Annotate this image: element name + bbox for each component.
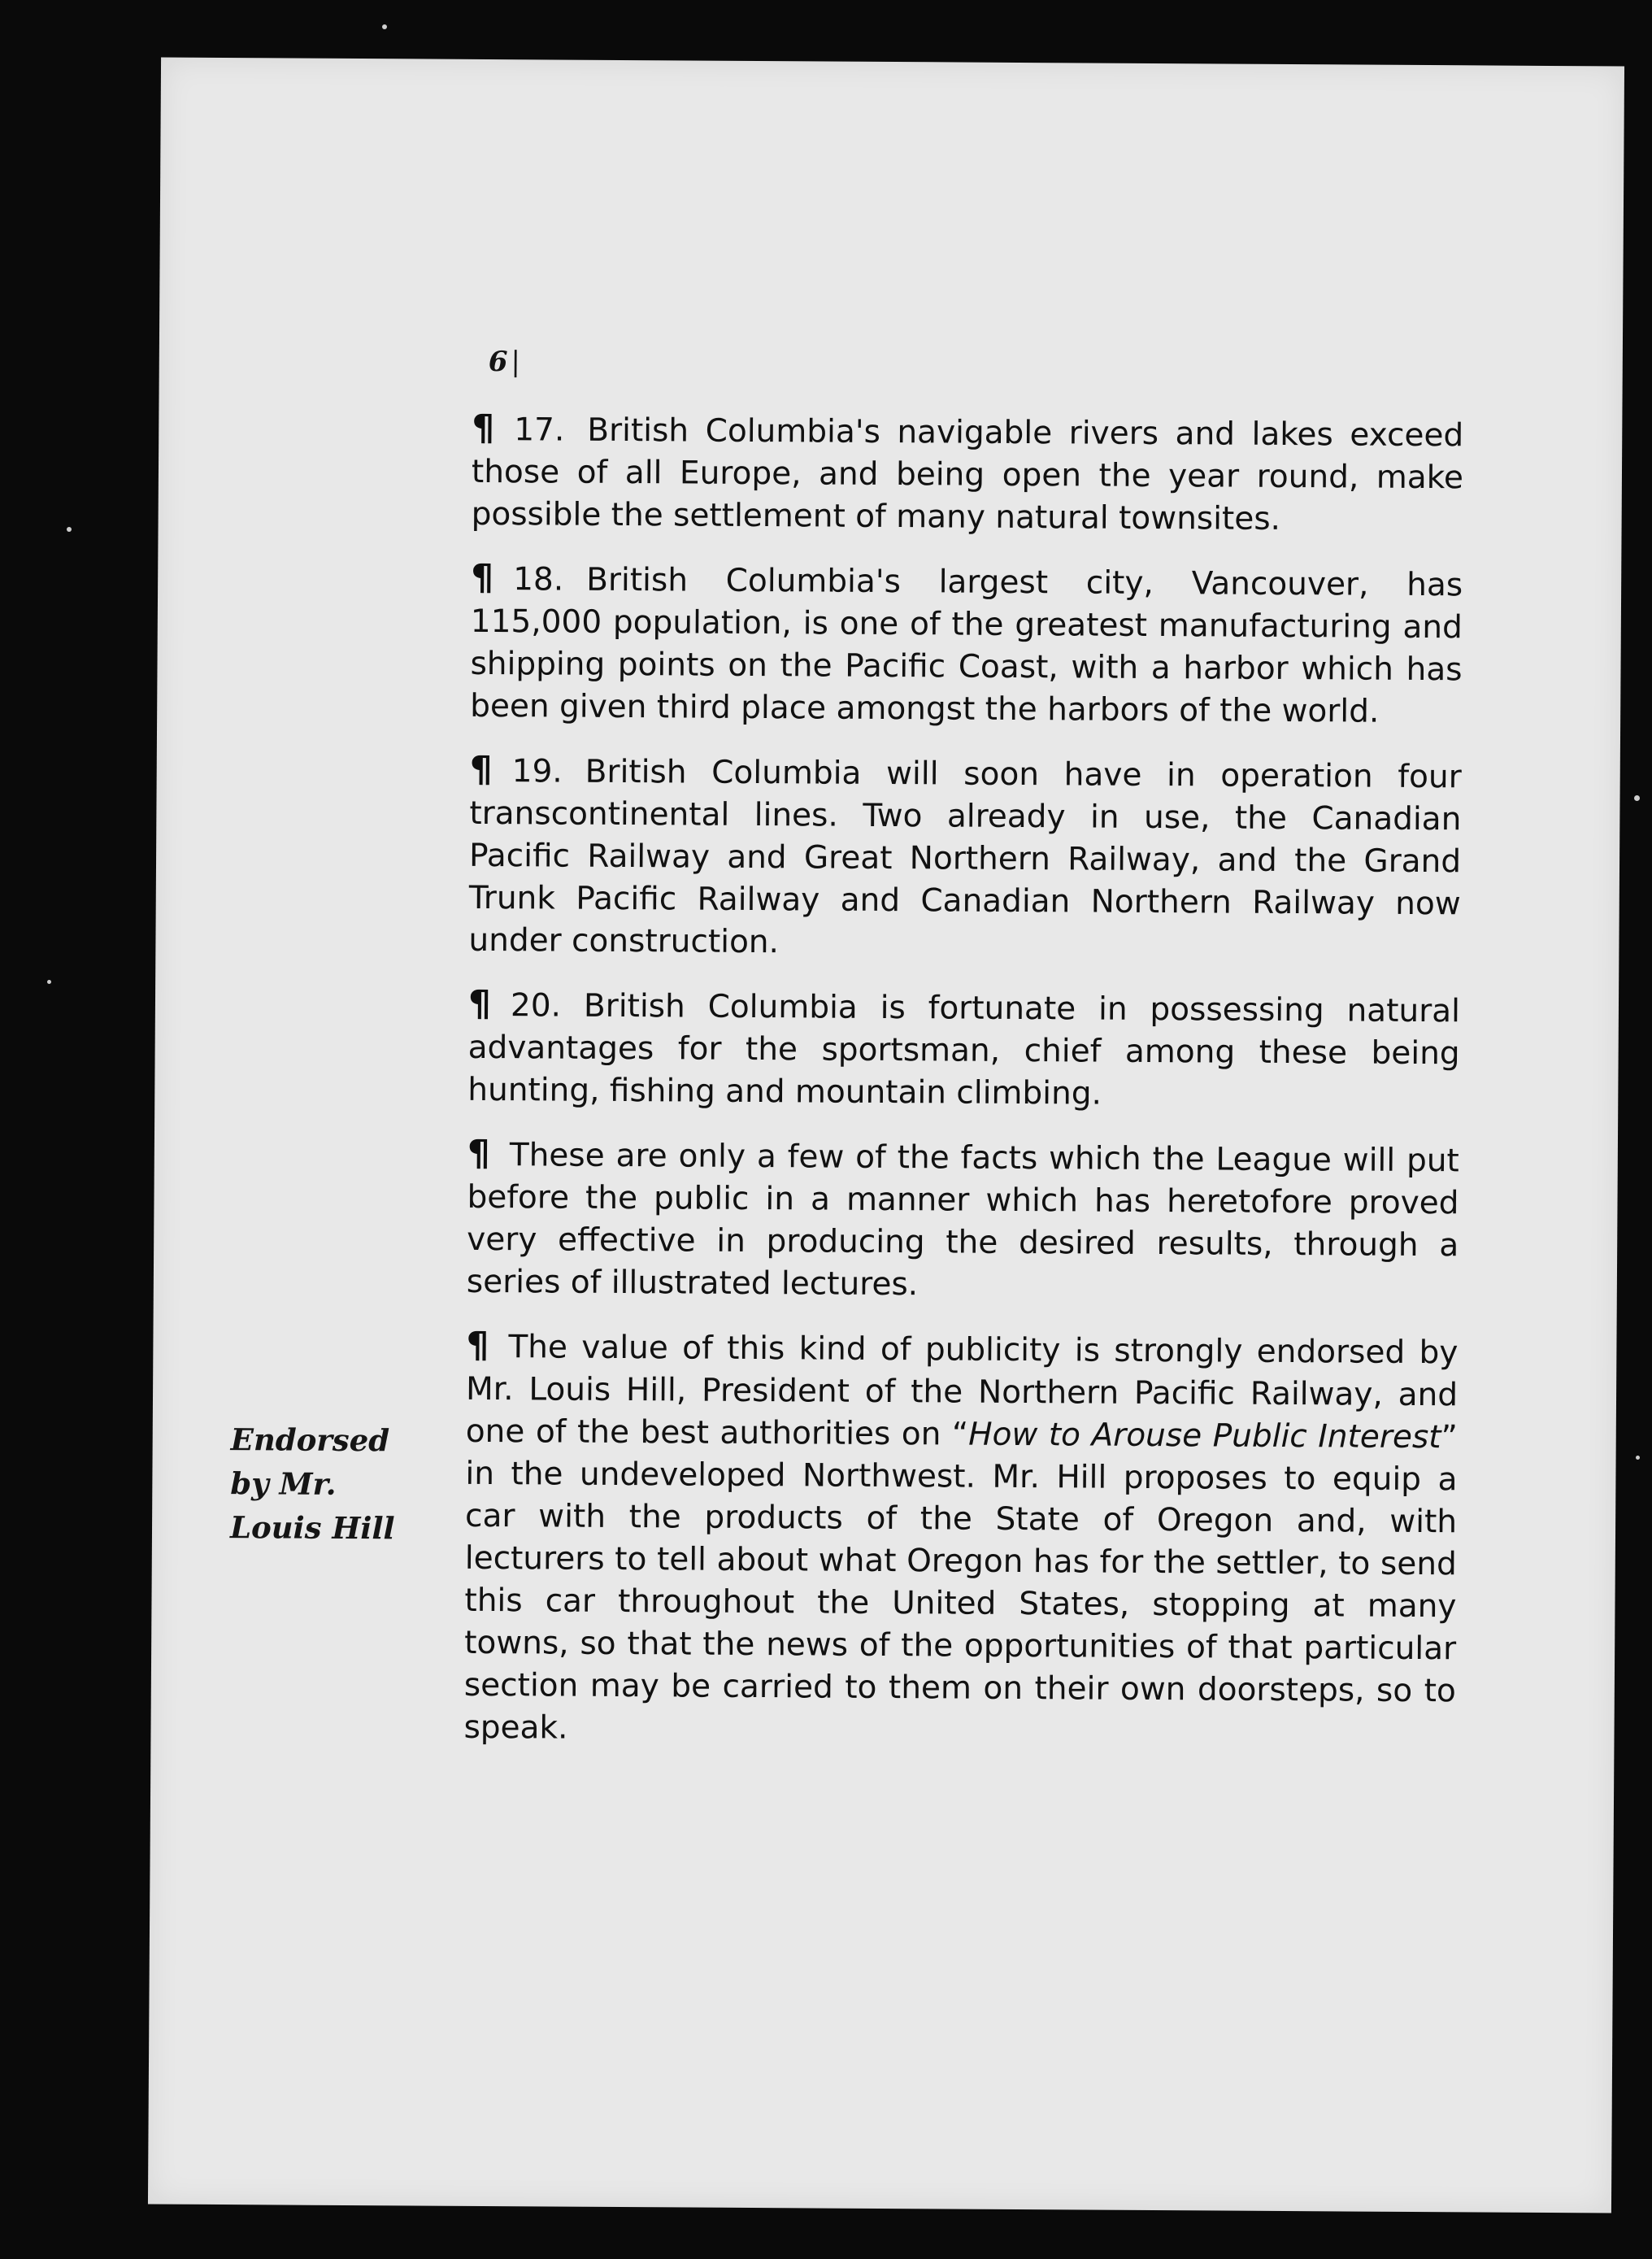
pilcrow-icon: ¶: [469, 748, 493, 791]
paragraph-facts-summary: [467, 1133, 1459, 1309]
paragraph-20: [467, 983, 1460, 1117]
page-number-value: 6: [488, 345, 508, 379]
pilcrow-icon: ¶: [466, 1324, 489, 1367]
margin-note-line: Endorsed: [230, 1421, 390, 1459]
page-number-rule: |: [511, 346, 521, 379]
paragraph-endorsement: [463, 1325, 1458, 1755]
scan-speck: [67, 527, 72, 532]
paragraph-number: 18.: [513, 561, 564, 598]
scan-speck: [382, 24, 387, 29]
paragraph-18: [470, 557, 1463, 733]
quoted-title: How to Arouse Public Interest: [968, 1416, 1441, 1456]
paragraph-text: British Columbia is fortunate in possessing natural advantages for the sportsman, chief among these being hunting, fishing and mountain climbing.: [467, 987, 1461, 1112]
paragraph-number: 20.: [510, 987, 562, 1025]
paragraph-text: British Columbia's largest city, Vancouver, has 115,000 population, is one of the greatest manufacturing and shipping points on the Pacific Coast, with a harbor which has been given third place amongst the harbors of the world.: [470, 561, 1463, 730]
paragraph-text: These are only a few of the facts which the League will put before the public in a manner which has heretofore proved very effective in producing the desired results, through a series of illustrated lectures.: [466, 1137, 1459, 1304]
margin-note-line: Louis Hill: [229, 1509, 395, 1547]
margin-note: [230, 1417, 418, 1550]
body-text: [463, 407, 1463, 1776]
paragraph-number: 17.: [514, 411, 565, 449]
pilcrow-icon: ¶: [471, 556, 494, 599]
pilcrow-icon: ¶: [467, 1132, 491, 1175]
scan-speck: [1636, 1456, 1640, 1460]
paragraph-text: British Columbia will soon have in operation four transcontinental lines. Two already in use, the Canadian Pacific Railway and Great Northern Railway, and the Grand Trunk Pacific Railway and Canadian Northern Railway now under construction.: [468, 753, 1462, 961]
paragraph-text: British Columbia's navigable rivers and lakes exceed those of all Europe, and being open the year round, make possible the settlement of many natural townsites.: [471, 411, 1464, 538]
margin-note-line: by Mr.: [230, 1465, 337, 1502]
paragraph-number: 19.: [511, 753, 563, 790]
document-page: [148, 58, 1624, 2213]
scan-speck: [1634, 795, 1640, 801]
paragraph-17: [471, 407, 1463, 542]
paragraph-19: [468, 749, 1462, 968]
page-number: [489, 346, 520, 378]
pilcrow-icon: ¶: [472, 407, 495, 450]
paragraph-text: ” in the undeveloped Northwest. Mr. Hill proposes to equip a car with the products of the State of Oregon and, with lecturers to tell about what Oregon has for the settler, to send this car throughout the United States, stopping at many towns, so that the news of the opportunities of that particular section may be carried to them on their own doorsteps, so to speak.: [463, 1419, 1458, 1747]
pilcrow-icon: ¶: [467, 982, 492, 1025]
scan-speck: [47, 980, 51, 984]
paragraph-text: The value of this kind of publicity is strongly endorsed by Mr. Louis Hill, President of the Northern Pacific Railway, and one of the best authorities on “: [465, 1329, 1459, 1453]
